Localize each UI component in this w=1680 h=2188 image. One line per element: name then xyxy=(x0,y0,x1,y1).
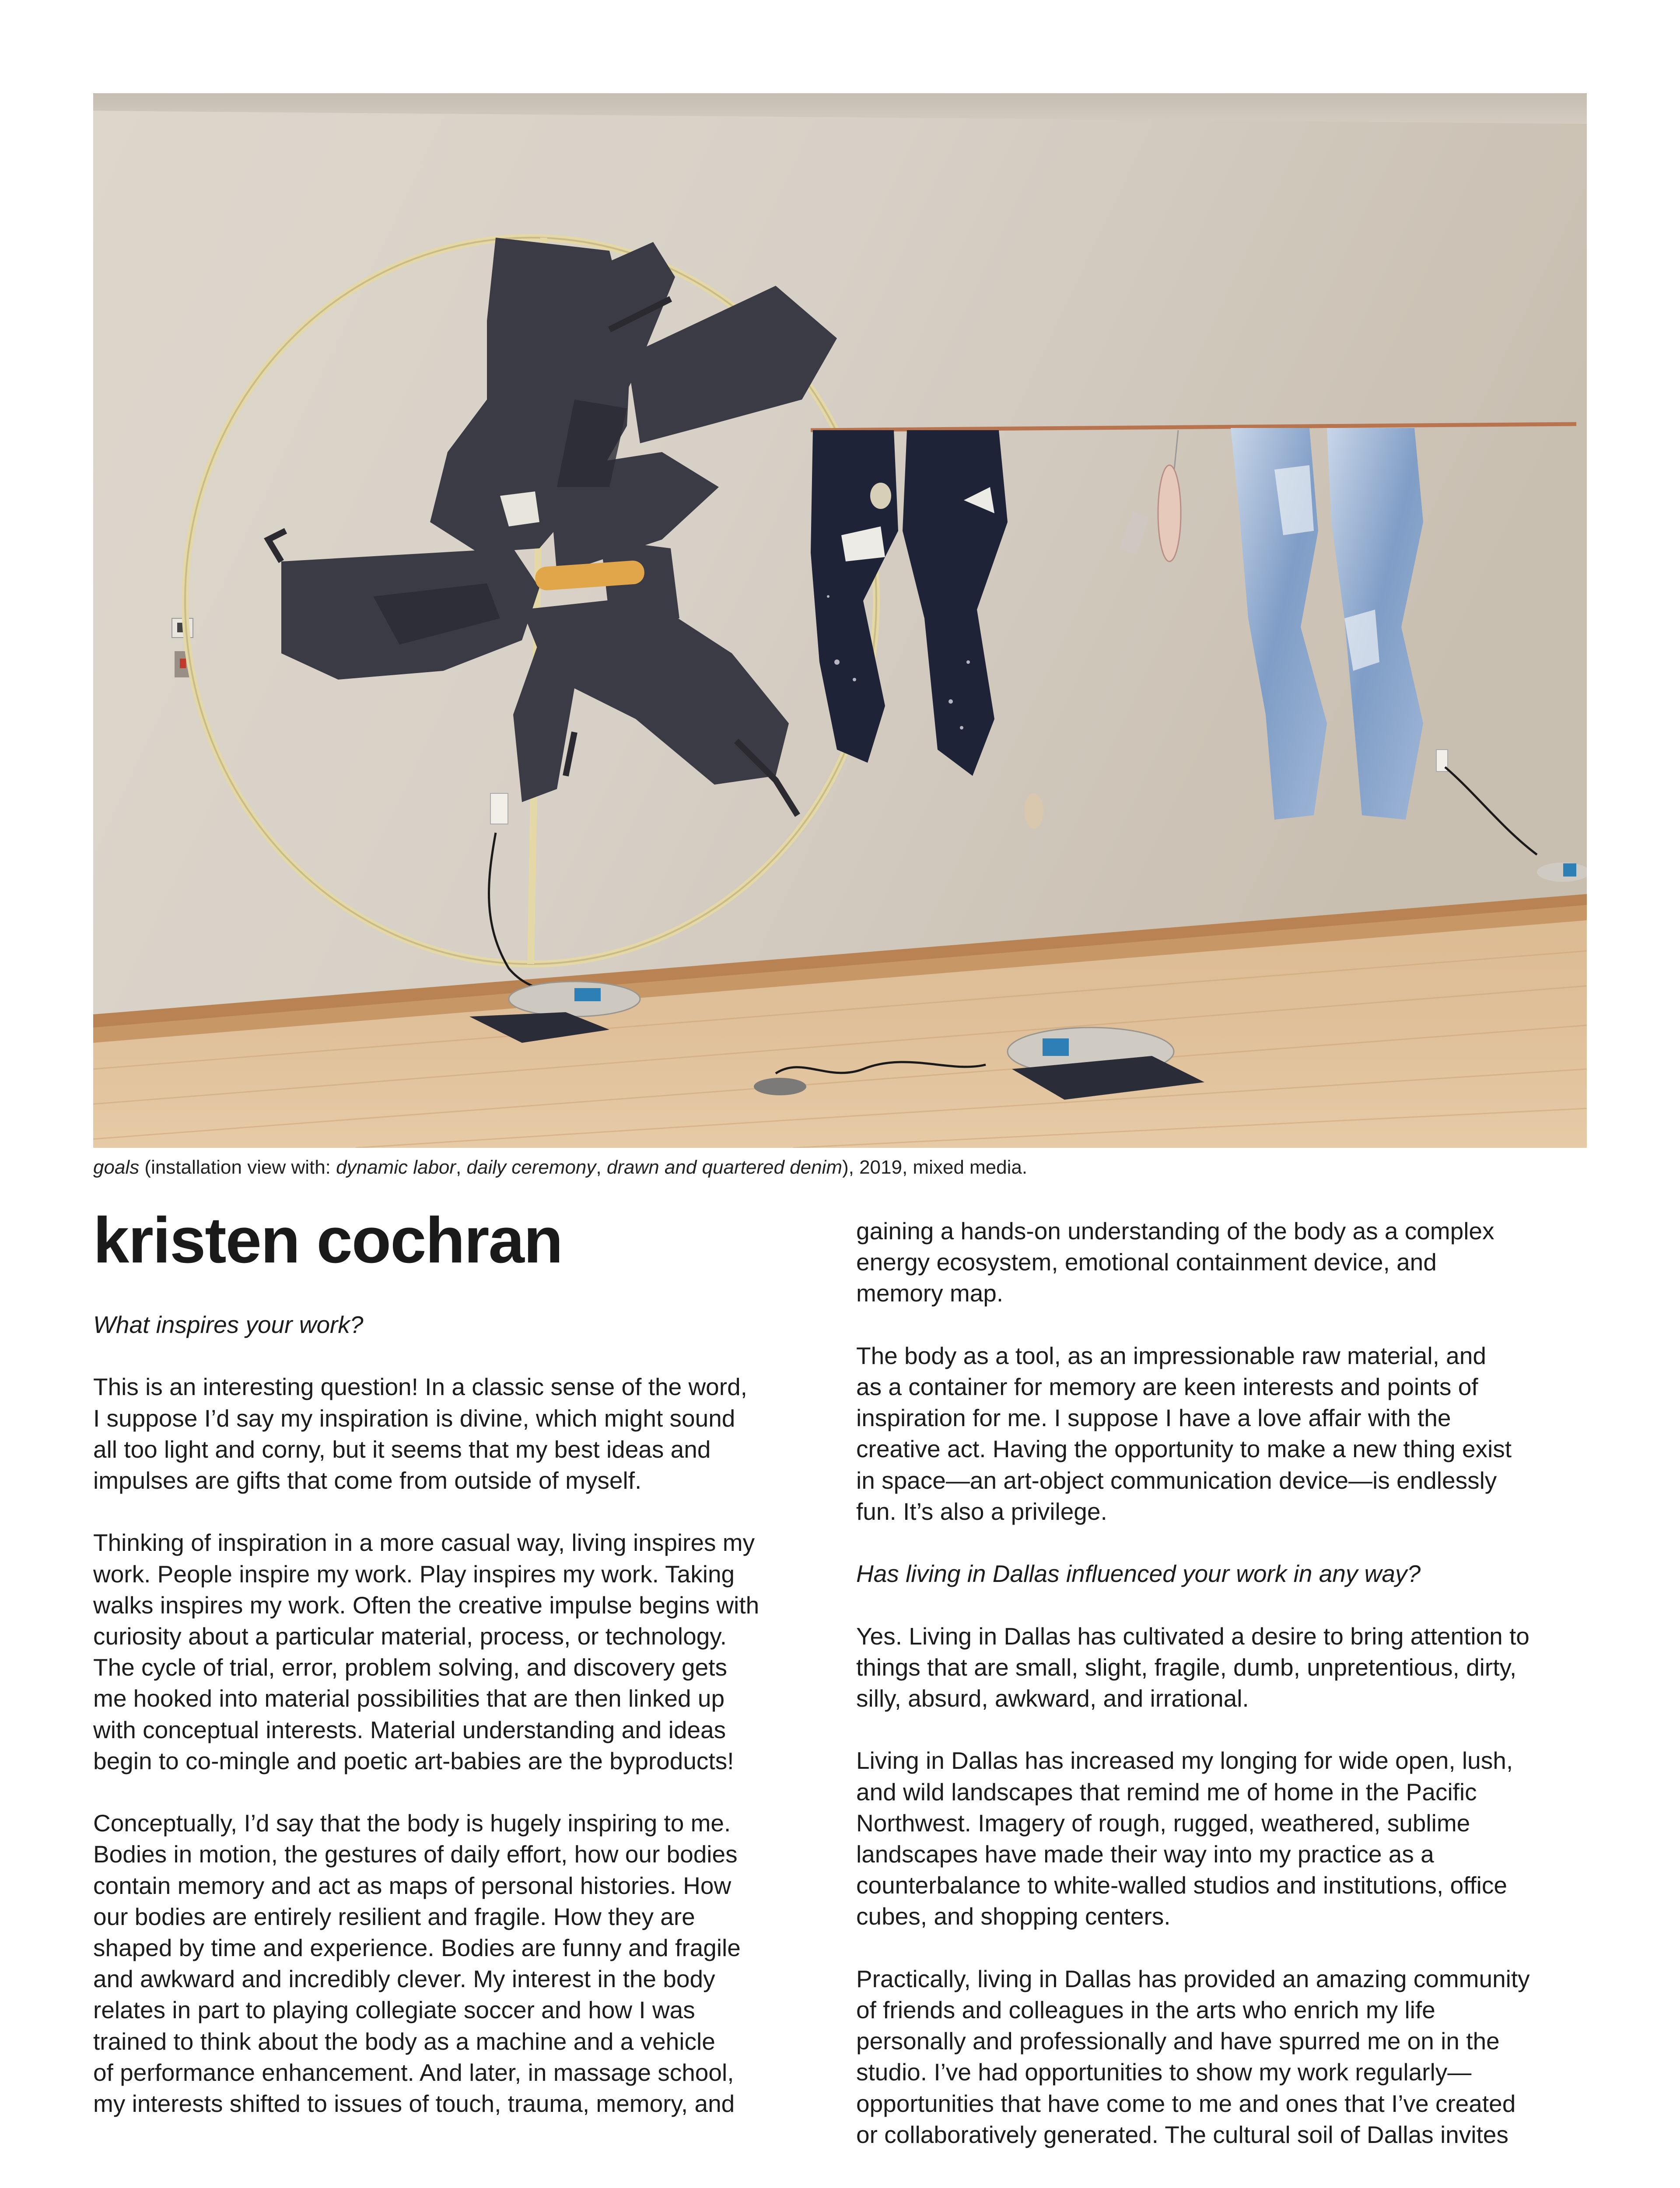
paragraph-line: Conceptually, I’d say that the body is hugely inspiring to me. xyxy=(93,1809,731,1837)
paragraph-line: as a container for memory are keen interests and points of xyxy=(856,1373,1478,1400)
interview-question: What inspires your work? xyxy=(93,1311,364,1338)
paragraph-line: things that are small, slight, fragile, dumb, unpretentious, dirty, xyxy=(856,1653,1517,1681)
paragraph-line: impulses are gifts that come from outside of myself. xyxy=(93,1467,642,1494)
paragraph-line: our bodies are entirely resilient and fragile. How they are xyxy=(93,1903,695,1930)
paragraph-line: studio. I’ve had opportunities to show my work regularly— xyxy=(856,2058,1472,2086)
artist-name: kristen cochran xyxy=(93,1204,563,1276)
caption-title: goals xyxy=(93,1157,140,1178)
outlet-1 xyxy=(490,793,508,824)
paragraph-line: in space—an art-object communication device—is endlessly xyxy=(856,1466,1497,1494)
paragraph-line: landscapes have made their way into my practice as a xyxy=(856,1841,1434,1868)
paragraph-line: Bodies in motion, the gestures of daily effort, how our bodies xyxy=(93,1841,738,1868)
answer-paragraph xyxy=(93,1527,824,1777)
paragraph-line: silly, absurd, awkward, and irrational. xyxy=(856,1685,1249,1712)
paragraph-gap xyxy=(93,1496,824,1527)
paragraph-line: counterbalance to white-walled studios and institutions, office xyxy=(856,1872,1507,1899)
paragraph-line: of performance enhancement. And later, in massage school, xyxy=(93,2058,734,2086)
paragraph-line: me hooked into material possibilities that are then linked up xyxy=(93,1685,725,1712)
paragraph-line: fun. It’s also a privilege. xyxy=(856,1497,1107,1525)
paragraph-line: curiosity about a particular material, process, or technology. xyxy=(93,1623,727,1650)
paragraph-gap xyxy=(856,1714,1587,1745)
paragraph-gap xyxy=(856,1527,1587,1558)
paragraph-line: begin to co-mingle and poetic art-babies are the byproducts! xyxy=(93,1747,734,1774)
left-column-body xyxy=(93,1309,824,2119)
paragraph-line: or collaboratively generated. The cultural soil of Dallas invites xyxy=(856,2121,1508,2148)
paragraph-line: relates in part to playing collegiate soccer and how I was xyxy=(93,1996,695,2024)
paragraph-line: I suppose I’d say my inspiration is divine, which might sound xyxy=(93,1404,735,1432)
paragraph-line: and wild landscapes that remind me of home in the Pacific xyxy=(856,1778,1477,1806)
paragraph-line: and awkward and incredibly clever. My interest in the body xyxy=(93,1965,715,1993)
paragraph-gap xyxy=(93,1777,824,1808)
paragraph-line: creative act. Having the opportunity to make a new thing exist xyxy=(856,1435,1512,1463)
paragraph-line: inspiration for me. I suppose I have a love affair with the xyxy=(856,1404,1451,1432)
caption-pre: (installation view with: xyxy=(139,1157,336,1178)
caption-work-3: drawn and quartered denim xyxy=(606,1157,842,1178)
article-left-column xyxy=(93,1204,824,2119)
paragraph-line: work. People inspire my work. Play inspires my work. Taking xyxy=(93,1560,735,1588)
paragraph-line: contain memory and act as maps of personal histories. How xyxy=(93,1872,732,1899)
interview-question: Has living in Dallas influenced your work in any way? xyxy=(856,1560,1421,1588)
caption-work-1: dynamic labor xyxy=(336,1157,456,1178)
answer-paragraph xyxy=(93,1808,824,2119)
paragraph-line: Northwest. Imagery of rough, rugged, weathered, sublime xyxy=(856,1809,1470,1837)
right-column-body xyxy=(856,1216,1587,2150)
answer-paragraph xyxy=(856,1621,1587,1715)
paragraph-line: opportunities that have come to me and ones that I’ve created xyxy=(856,2090,1516,2117)
paragraph-line: shaped by time and experience. Bodies are funny and fragile xyxy=(93,1934,741,1962)
paragraph-gap xyxy=(93,1340,824,1371)
paragraph-gap xyxy=(856,1589,1587,1620)
paragraph-line: gaining a hands-on understanding of the body as a complex xyxy=(856,1217,1494,1245)
paragraph-line: with conceptual interests. Material understanding and ideas xyxy=(93,1716,726,1743)
paragraph-gap xyxy=(856,1932,1587,1964)
paragraph-line: Thinking of inspiration in a more casual way, living inspires my xyxy=(93,1529,755,1557)
paragraph-line: personally and professionally and have spurred me on in the xyxy=(856,2027,1500,2055)
answer-paragraph xyxy=(856,1216,1587,1309)
paragraph-line: cubes, and shopping centers. xyxy=(856,1903,1171,1930)
paragraph-line: Living in Dallas has increased my longing for wide open, lush, xyxy=(856,1747,1513,1774)
caption-sep-1: , xyxy=(456,1157,467,1178)
answer-paragraph xyxy=(856,1745,1587,1932)
paragraph-line: my interests shifted to issues of touch, trauma, memory, and xyxy=(93,2090,735,2118)
paragraph-line: energy ecosystem, emotional containment device, and xyxy=(856,1248,1437,1276)
answer-paragraph xyxy=(856,1340,1587,1527)
paragraph-line: This is an interesting question! In a classic sense of the word, xyxy=(93,1373,747,1401)
paragraph-line: Yes. Living in Dallas has cultivated a desire to bring attention to xyxy=(856,1622,1530,1650)
paragraph-line: The cycle of trial, error, problem solving, and discovery gets xyxy=(93,1654,727,1681)
paragraph-line: The body as a tool, as an impressionable raw material, and xyxy=(856,1342,1486,1369)
paragraph-gap xyxy=(856,1309,1587,1340)
caption-post: ), 2019, mixed media. xyxy=(842,1157,1028,1178)
caption-sep-2: , xyxy=(596,1157,607,1178)
paragraph-line: of friends and colleagues in the arts who enrich my life xyxy=(856,1996,1435,2023)
paragraph-line: memory map. xyxy=(856,1280,1004,1307)
installation-photo-illustration xyxy=(93,93,1587,1148)
installation-photo xyxy=(93,93,1587,1148)
paragraph-line: walks inspires my work. Often the creative impulse begins with xyxy=(93,1591,760,1619)
photo-caption xyxy=(93,1155,1587,1180)
article-right-column xyxy=(856,1216,1587,2150)
paragraph-line: Practically, living in Dallas has provided an amazing community xyxy=(856,1965,1530,1992)
paragraph-line: trained to think about the body as a machine and a vehicle xyxy=(93,2027,715,2055)
paragraph-line: all too light and corny, but it seems that my best ideas and xyxy=(93,1435,711,1463)
answer-paragraph xyxy=(93,1371,824,1496)
caption-work-2: daily ceremony xyxy=(466,1157,596,1178)
answer-paragraph xyxy=(856,1964,1587,2150)
